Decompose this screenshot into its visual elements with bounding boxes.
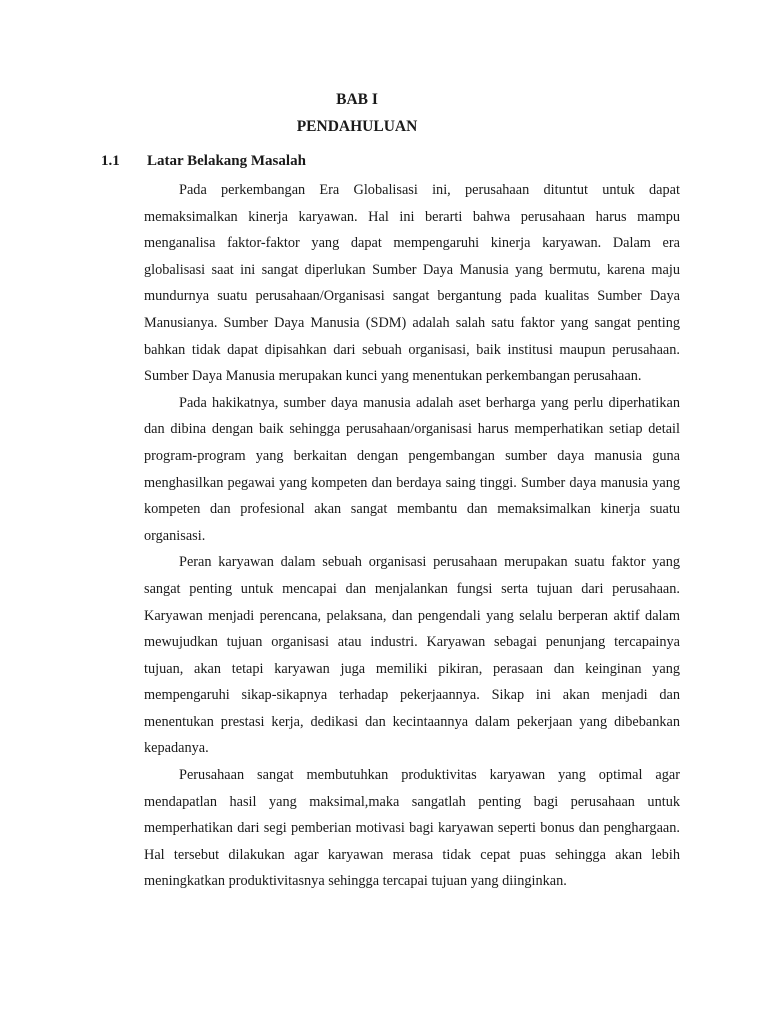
section-number: 1.1 (101, 153, 120, 169)
section-title: Latar Belakang Masalah (147, 153, 306, 169)
body-text (144, 177, 680, 895)
paragraph: Perusahaan sangat membutuhkan produktivitas karyawan yang optimal agar mendapatlan hasil yang maksimal,maka sangatlah penting bagi perusahaan untuk memperhatikan dari segi pemberian motivasi bagi karyawan seperti bonus dan penghargaan. Hal tersebut dilakukan agar karyawan merasa tidak cepat puas sehingga akan lebih meningkatkan produktivitasnya sehingga tercapai tujuan yang diinginkan. (144, 767, 680, 890)
section-heading (101, 153, 306, 170)
chapter-title: PENDAHULUAN (296, 118, 418, 135)
chapter-number: BAB I (336, 91, 378, 108)
paragraph: Peran karyawan dalam sebuah organisasi perusahaan merupakan suatu faktor yang sangat penting untuk mencapai dan menjalankan fungsi serta tujuan dari perusahaan. Karyawan menjadi perencana, pelaksana, dan pengendali yang selalu berperan aktif dalam mewujudkan tujuan organisasi atau industri. Karyawan sebagai penunjang tercapainya tujuan, akan tetapi karyawan juga memiliki pikiran, perasaan dan keinginan yang mempengaruhi sikap-sikapnya terhadap pekerjaannya. Sikap ini akan menjadi dan menentukan prestasi kerja, dedikasi dan kecintaannya dalam pekerjaan yang dibebankan kepadanya. (144, 554, 680, 757)
paragraph: Pada hakikatnya, sumber daya manusia adalah aset berharga yang perlu diperhatikan dan dibina dengan baik sehingga perusahaan/organisasi harus memperhatikan setiap detail program-program yang berkaitan dengan pengembangan sumber daya manusia guna menghasilkan pegawai yang kompeten dan berdaya saing tinggi. Sumber daya manusia yang kompeten dan profesional akan sangat membantu dan memaksimalkan kinerja suatu organisasi. (144, 394, 680, 544)
paragraph: Pada perkembangan Era Globalisasi ini, perusahaan dituntut untuk dapat memaksimalkan kinerja karyawan. Hal ini berarti bahwa perusahaan harus mampu menganalisa faktor-faktor yang dapat mempengaruhi kinerja karyawan. Dalam era globalisasi saat ini sangat diperlukan Sumber Daya Manusia yang bermutu, karena maju mundurnya suatu perusahaan/Organisasi sangat bergantung pada kualitas Sumber Daya Manusianya. Sumber Daya Manusia (SDM) adalah salah satu faktor yang sangat penting bahkan tidak dapat dipisahkan dari sebuah organisasi, baik institusi maupun perusahaan. Sumber Daya Manusia merupakan kunci yang menentukan perkembangan perusahaan. (144, 182, 680, 385)
